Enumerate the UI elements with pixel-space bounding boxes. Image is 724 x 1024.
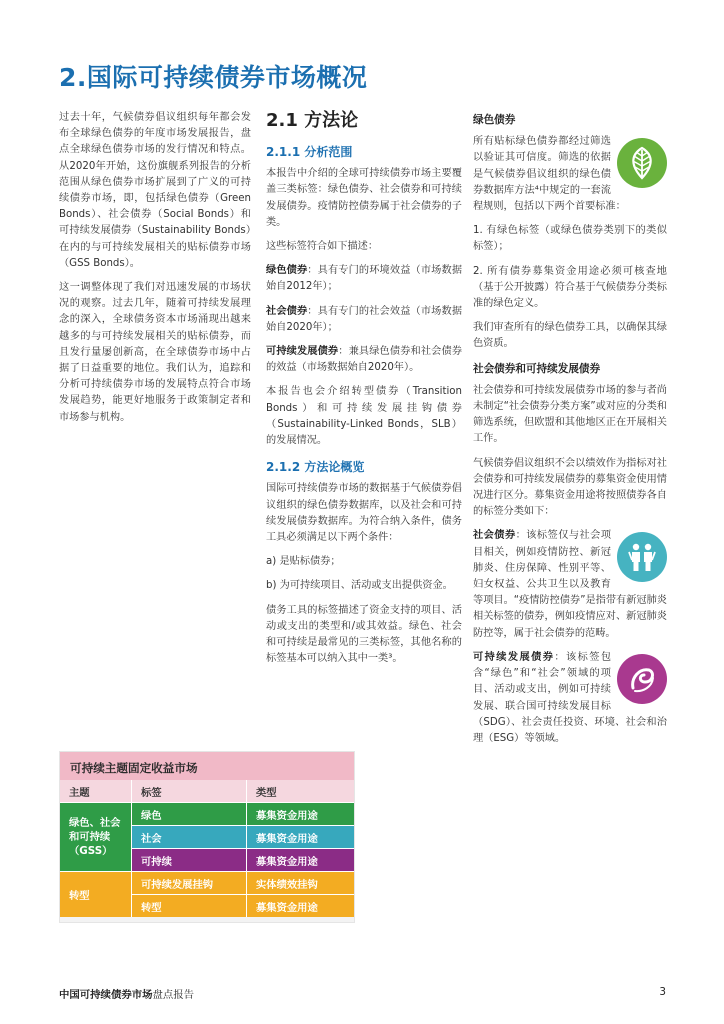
social-bond-desc: ：具有专门的社会效益（市场数据始自2020年）； (266, 305, 463, 333)
row-social-label: 社会 (132, 826, 246, 848)
row-slb-label: 可持续发展挂钩 (132, 872, 246, 894)
label-paragraph: 债务工具的标签描述了资金支持的项目、活动或支出的类型和/或其效益。绿色、社会和可持续是最常见的三类标签，其他名称的标签基本可以纳入其中一类³。 (266, 604, 462, 665)
criterion-2: 2. 所有债券募集资金用途必须可核查地（基于公开披露）符合基于气候债券分类标准的绿色定义。 (473, 265, 667, 310)
social-sustainability-heading: 社会债券和可持续发展债券 (473, 362, 601, 375)
green-screening-paragraph (473, 134, 667, 215)
row-slb-type: 实体绩效挂钩 (247, 872, 354, 894)
intro-paragraph-2: 这一调整体现了我们对迅速发展的市场状况的观察。过去几年，随着可持续发展理念的深入，全球债务资本市场涌现出越来越多的与可持续发展相关的贴标债券，而且发行量屡创新高，在全球债券市场中占据了日益重要的地位。我们认为，追踪和分析可持续债券市场的发展特点符合市场发展趋势，能更好地服务于政策制定者和市场参与机构。 (59, 282, 251, 423)
review-paragraph: 我们审查所有的绿色债券工具，以确保其绿色资质。 (473, 322, 667, 350)
sustainable-market-table (59, 751, 355, 923)
condition-a: a) 是贴标债券； (266, 556, 341, 568)
condition-b: b) 为可持续项目、活动或支出提供资金。 (266, 580, 453, 592)
footer-report-title (59, 986, 194, 1001)
sustainability-label-term: 可持续发展债券 (473, 651, 555, 663)
sustainability-bond-term: 可持续发展债券 (266, 346, 339, 358)
row-sustainability-type: 募集资金用途 (247, 849, 354, 871)
footer-title-bold: 中国可持续债券市场 (59, 989, 153, 1001)
scope-heading: 2.1.1 分析范围 (266, 145, 353, 159)
table-title: 可持续主题固定收益市场 (60, 752, 354, 780)
green-bond-term: 绿色债券 (266, 265, 308, 277)
social-bond-term: 社会债券 (266, 305, 308, 317)
green-screening-text: 所有贴标绿色债券都经过筛选以验证其可信度。筛选的依据是气候债券倡议组织的绿色债券数据库方法⁴中规定的一套流程规则，包括以下两个首要标准： (473, 136, 626, 213)
header-type: 类型 (247, 780, 354, 802)
sustainability-bond-desc: ：兼具绿色债券和社会债券的效益（市场数据始自2020年）。 (266, 346, 463, 374)
row-transition-label: 转型 (132, 895, 246, 917)
methodology-column (266, 110, 462, 675)
sustainability-label-desc: ：该标签包含“绿色”和“社会”领域的项目、活动或支出，例如可持续发展、联合国可持续发展目标（SDG）、社会责任投资、环境、社会和治理（ESG）等领域。 (473, 651, 667, 744)
green-bond-desc: ：具有专门的环境效益（市场数据始自2012年）； (266, 265, 463, 293)
header-theme: 主题 (60, 780, 131, 802)
people-icon (617, 532, 667, 582)
header-label: 标签 (132, 780, 246, 802)
social-label-desc: ：该标签仅与社会项目相关，例如疫情防控、新冠肺炎、住房保障、性别平等、妇女权益、公共卫生以及教育等项目。“疫情防控债券”是指带有新冠肺炎相关标签的债券，例如疫情应对、新冠肺炎防控等，属于社会债券的范畴。 (473, 530, 667, 639)
taxonomy-paragraph: 社会债券和可持续发展债券市场的参与者尚未制定“社会债券分类方案”或对应的分类和筛选系统，但欧盟和其他地区正在开展相关工作。 (473, 384, 667, 445)
table-grid (60, 780, 354, 917)
page-title: 2.国际可持续债券市场概况 (59, 63, 368, 92)
green-bond-definition (266, 263, 462, 295)
overview-heading: 2.1.2 方法论概览 (266, 460, 365, 475)
transition-paragraph: 本报告也会介绍转型债券（Transition Bonds）和可持续发展挂钩债券（Sustainability-Linked Bonds，SLB）的发展情况。 (266, 386, 462, 447)
green-bonds-heading: 绿色债券 (473, 114, 516, 126)
row-green-type: 募集资金用途 (247, 803, 354, 825)
page-number: 3 (659, 986, 666, 998)
row-green-label: 绿色 (132, 803, 246, 825)
criteria-column (473, 110, 667, 755)
scope-paragraph: 本报告中介绍的全球可持续债券市场主要覆盖三类标签：绿色债券、社会债券和可持续发展债券。疫情防控债券属于社会债券的子类。 (266, 168, 462, 228)
label-intro: 这些标签符合如下描述： (266, 241, 379, 253)
group-transition: 转型 (60, 872, 131, 917)
swirl-icon (617, 654, 667, 704)
table-bottom (60, 917, 354, 922)
row-sustainability-label: 可持续 (132, 849, 246, 871)
footer-title-normal: 盘点报告 (152, 989, 195, 1001)
intro-column (59, 110, 251, 434)
social-bond-definition (266, 304, 462, 336)
social-label-paragraph (473, 528, 667, 641)
methodology-heading: 2.1 方法论 (266, 110, 359, 131)
sustainability-label-paragraph (473, 650, 667, 747)
leaf-icon (617, 138, 667, 188)
social-label-term: 社会债券 (473, 530, 516, 542)
row-transition-type: 募集资金用途 (247, 895, 354, 917)
criterion-1: 1. 有绿色标签（或绿色债券类别下的类似标签）； (473, 225, 667, 253)
proceeds-paragraph: 气候债券倡议组织不会以绩效作为指标对社会债券和可持续发展债券的募集资金使用情况进行区分。募集资金用途将按照债券各自的标签分类如下： (473, 457, 667, 518)
sustainability-bond-definition (266, 344, 462, 376)
group-gss: 绿色、社会和可持续（GSS） (60, 803, 131, 871)
overview-paragraph: 国际可持续债券市场的数据基于气候债券倡议组织的绿色债券数据库，以及社会和可持续发展债券数据库。为符合纳入条件，债务工具必须满足以下两个条件： (266, 483, 462, 544)
row-social-type: 募集资金用途 (247, 826, 354, 848)
intro-paragraph-1: 过去十年，气候债券倡议组织每年都会发布全球绿色债券的年度市场发展报告，盘点全球绿色债券市场的发行情况和特点。从2020年开始，这份旗舰系列报告的分析范围从绿色债券市场扩展到了广义的可持续债券市场，即，包括绿色债券（Green Bonds）、社会债券（Social Bonds）和可持续发展债券（Sustainability Bonds）在内的与可持续发展相关的贴标债券市场（GSS Bonds）。 (59, 112, 251, 269)
